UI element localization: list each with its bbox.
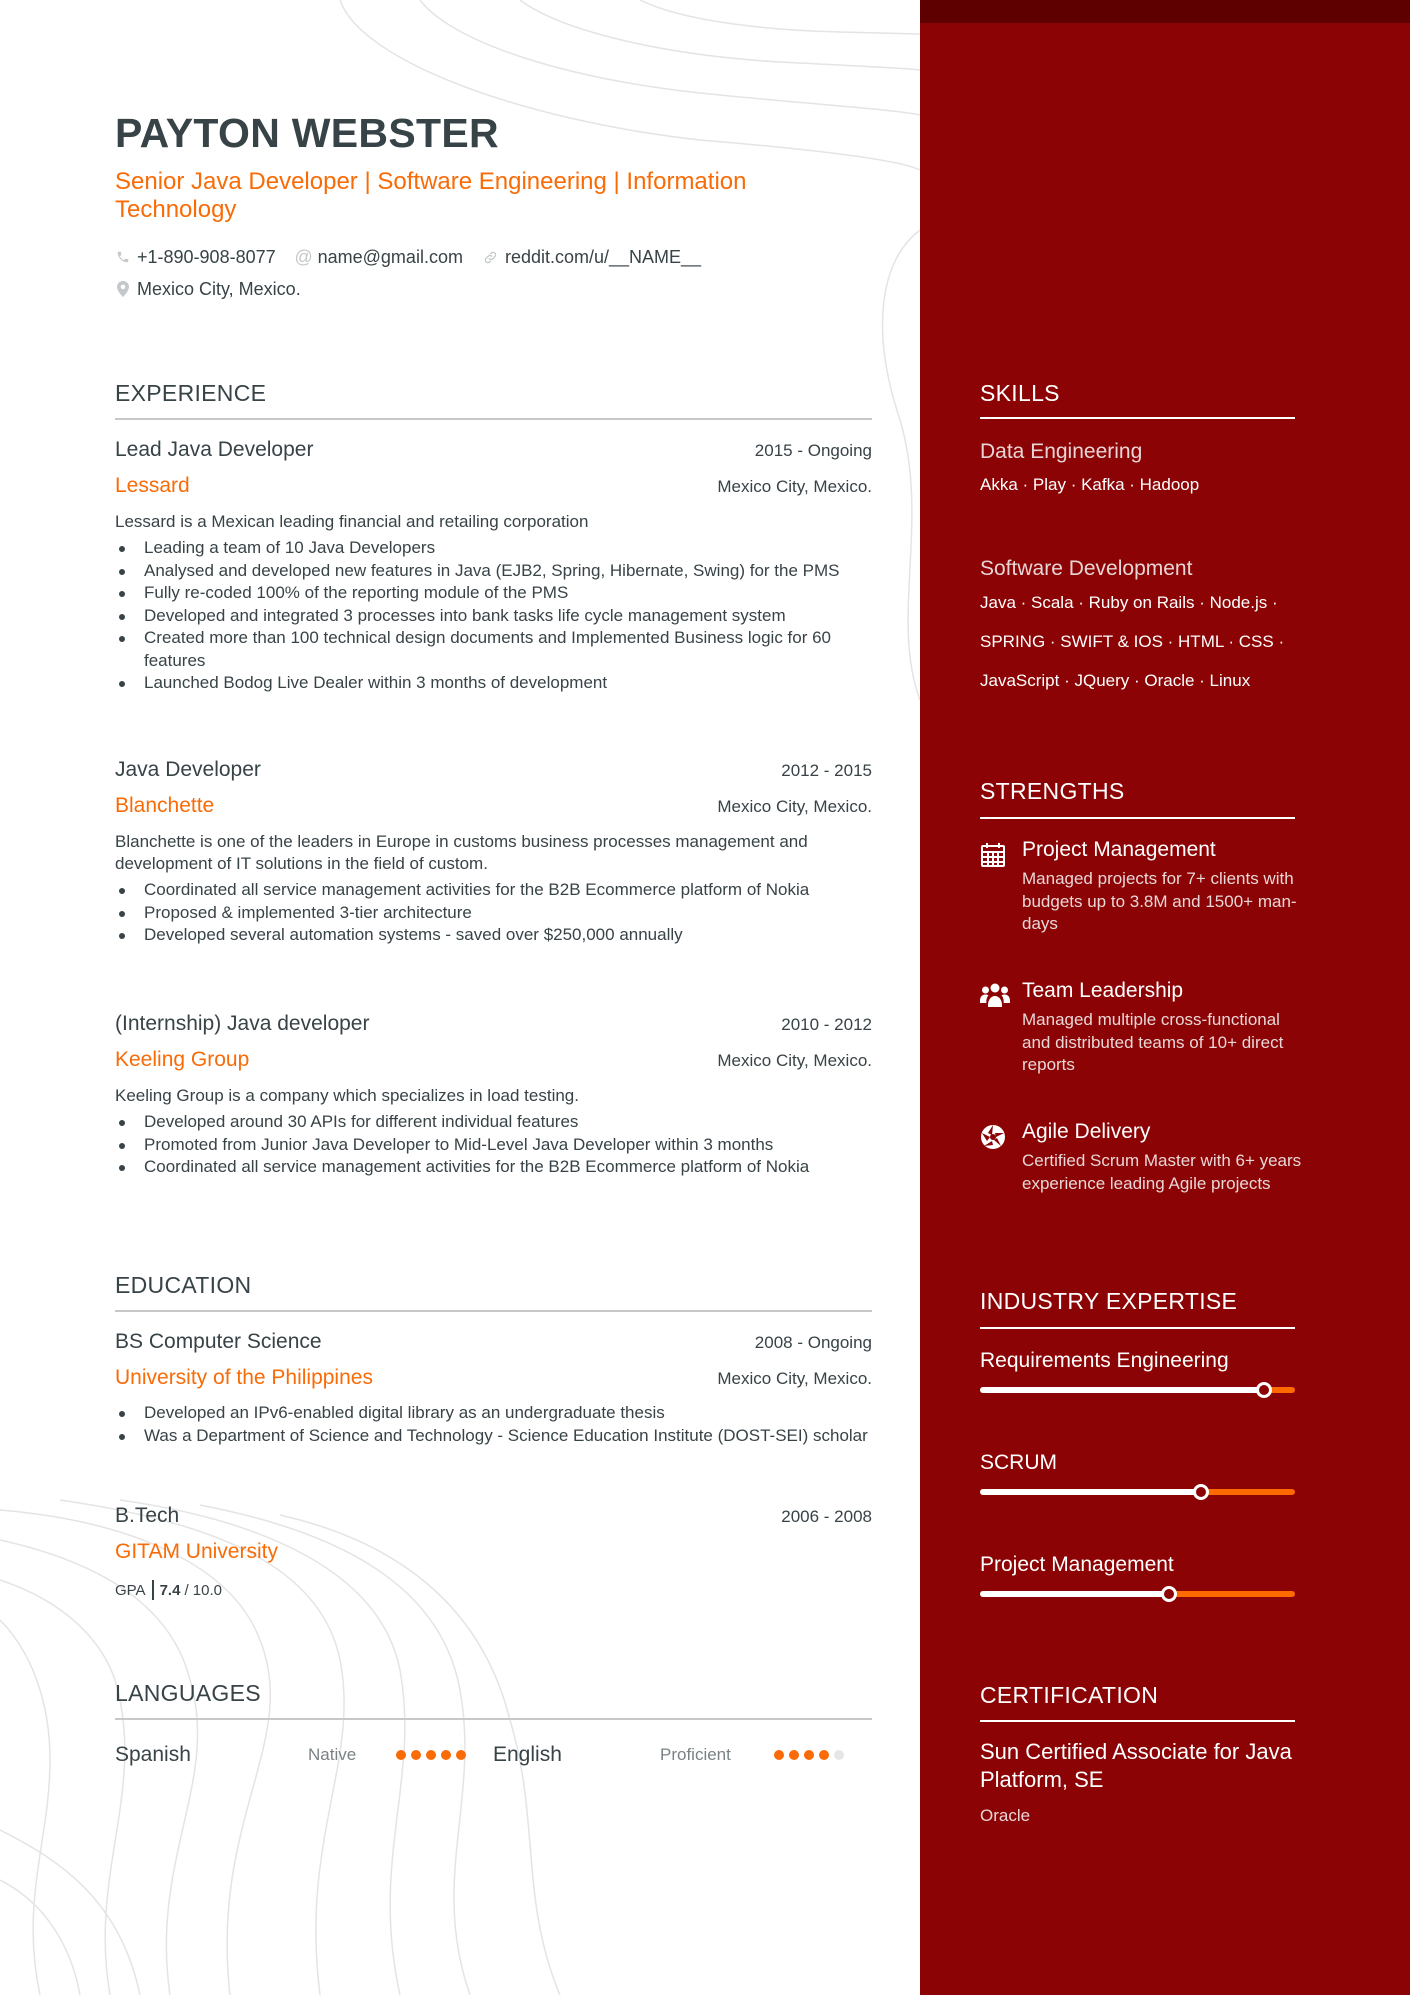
skill-line: Java · Scala · Ruby on Rails · Node.js · xyxy=(980,593,1278,612)
strength-item xyxy=(980,979,1310,1077)
phone-icon xyxy=(115,249,131,265)
industry-expertise-divider xyxy=(980,1327,1295,1329)
slider-fill xyxy=(980,1489,1201,1495)
skills-divider xyxy=(980,417,1295,419)
expertise-item xyxy=(980,1451,1295,1495)
company-name: Lessard xyxy=(115,474,190,497)
degree-name: B.Tech xyxy=(115,1504,180,1527)
achievement-item: Developed and integrated 3 processes into bank tasks life cycle management system xyxy=(115,605,872,628)
achievement-item: Leading a team of 10 Java Developers xyxy=(115,537,872,560)
rating-dot-filled xyxy=(411,1750,421,1760)
experience-entry xyxy=(115,438,872,695)
strength-description: Managed projects for 7+ clients with budgets up to 3.8M and 1500+ man-days xyxy=(1022,869,1297,933)
languages-divider xyxy=(115,1718,872,1720)
industry-expertise-title: INDUSTRY EXPERTISE xyxy=(980,1288,1238,1314)
rating-dot-empty xyxy=(834,1750,844,1760)
slider-fill xyxy=(980,1591,1169,1597)
skill-line: JavaScript · JQuery · Oracle · Linux xyxy=(980,671,1251,690)
certification-issuer: Oracle xyxy=(980,1806,1031,1825)
skill-group-software-development xyxy=(980,557,1310,700)
achievement-item: Developed around 30 APIs for different individual features xyxy=(115,1111,872,1134)
contact-location: Mexico City, Mexico. xyxy=(115,279,301,300)
achievement-item: Analysed and developed new features in Java (EJB2, Spring, Hibernate, Swing) for the PMS xyxy=(115,560,872,583)
education-achievements xyxy=(115,1402,872,1447)
gpa: GPA 7.4 / 10.0 xyxy=(115,1581,222,1599)
skill-items xyxy=(980,583,1310,700)
contact-info xyxy=(115,244,895,308)
strength-title: Project Management xyxy=(1022,838,1216,861)
experience-entry xyxy=(115,1012,872,1179)
rating-dot-filled xyxy=(426,1750,436,1760)
job-title: Java Developer xyxy=(115,758,261,781)
slider-knob xyxy=(1193,1484,1209,1500)
job-location: Mexico City, Mexico. xyxy=(717,1051,872,1070)
strength-item xyxy=(980,1120,1310,1195)
expertise-slider xyxy=(980,1387,1295,1393)
achievement-item: Fully re-coded 100% of the reporting module of the PMS xyxy=(115,582,872,605)
achievement-item: Proposed & implemented 3-tier architecture xyxy=(115,902,872,925)
company-name: Blanchette xyxy=(115,794,215,817)
slider-knob xyxy=(1161,1586,1177,1602)
users-icon xyxy=(980,979,1010,1077)
languages-list xyxy=(115,1740,872,1770)
degree-name: BS Computer Science xyxy=(115,1330,322,1353)
gpa-max: / 10.0 xyxy=(184,1581,222,1599)
expertise-label: SCRUM xyxy=(980,1451,1057,1474)
rating-dot-filled xyxy=(396,1750,406,1760)
job-title: Lead Java Developer xyxy=(115,438,314,461)
achievement-item: Coordinated all service management activities for the B2B Ecommerce platform of Nokia xyxy=(115,879,872,902)
calendar-icon xyxy=(980,838,1010,936)
strength-title: Agile Delivery xyxy=(1022,1120,1151,1143)
skill-items: Akka · Play · Kafka · Hadoop xyxy=(980,475,1200,494)
company-description: Lessard is a Mexican leading financial and retailing corporation xyxy=(115,512,589,531)
expertise-item xyxy=(980,1553,1295,1597)
at-icon: @ xyxy=(294,246,313,267)
aperture-icon xyxy=(980,1120,1010,1195)
school-location: Mexico City, Mexico. xyxy=(717,1369,872,1388)
education-entry xyxy=(115,1504,872,1600)
contact-phone[interactable]: +1-890-908-8077 xyxy=(115,247,276,268)
education-title: EDUCATION xyxy=(115,1272,252,1298)
achievement-item: Launched Bodog Live Dealer within 3 months of development xyxy=(115,672,872,695)
certification-title: CERTIFICATION xyxy=(980,1682,1159,1708)
expertise-item xyxy=(980,1349,1295,1393)
school-name: GITAM University xyxy=(115,1540,278,1563)
rating-dot-filled xyxy=(456,1750,466,1760)
skill-group-data-engineering xyxy=(980,440,1310,496)
experience-divider xyxy=(115,418,872,420)
achievement-item: Developed several automation systems - saved over $250,000 annually xyxy=(115,924,872,947)
language-rating xyxy=(774,1750,844,1760)
slider-fill xyxy=(980,1387,1264,1393)
certification-name: Sun Certified Associate for Java Platform, SE xyxy=(980,1739,1292,1792)
achievement-item: Developed an IPv6-enabled digital library as an undergraduate thesis xyxy=(115,1402,872,1425)
contact-email[interactable]: @ name@gmail.com xyxy=(294,246,463,267)
certification-item xyxy=(980,1738,1300,1826)
expertise-slider xyxy=(980,1591,1295,1597)
skills-title: SKILLS xyxy=(980,380,1060,406)
contact-link[interactable]: reddit.com/u/__NAME__ xyxy=(483,247,701,268)
strength-title: Team Leadership xyxy=(1022,979,1184,1002)
job-title: (Internship) Java developer xyxy=(115,1012,370,1035)
rating-dot-filled xyxy=(819,1750,829,1760)
experience-title: EXPERIENCE xyxy=(115,380,267,406)
skill-line: SPRING · SWIFT & IOS · HTML · CSS · xyxy=(980,632,1285,651)
language-name: Spanish xyxy=(115,1743,191,1766)
gpa-separator xyxy=(152,1580,154,1600)
slider-knob xyxy=(1256,1382,1272,1398)
job-date: 2015 - Ongoing xyxy=(754,441,872,460)
candidate-headline: Senior Java Developer | Software Engineering | Information Technology xyxy=(115,168,747,223)
achievements-list xyxy=(115,1111,872,1179)
language-name: English xyxy=(493,1743,562,1766)
expertise-slider xyxy=(980,1489,1295,1495)
language-rating xyxy=(396,1750,466,1760)
candidate-name: PAYTON WEBSTER xyxy=(115,110,499,156)
experience-entry xyxy=(115,758,872,947)
achievement-item: Was a Department of Science and Technology - Science Education Institute (DOST-SEI) scholar xyxy=(115,1425,872,1448)
company-name: Keeling Group xyxy=(115,1048,250,1071)
gpa-value: 7.4 xyxy=(159,1581,181,1599)
achievements-list xyxy=(115,537,872,695)
rating-dot-filled xyxy=(441,1750,451,1760)
sidebar-top-band xyxy=(920,0,1410,23)
languages-title: LANGUAGES xyxy=(115,1680,261,1706)
language-level: Native xyxy=(308,1745,357,1764)
strength-description: Certified Scrum Master with 6+ years experience leading Agile projects xyxy=(1022,1151,1302,1193)
strengths-title: STRENGTHS xyxy=(980,778,1125,804)
strength-description: Managed multiple cross-functional and distributed teams of 10+ direct reports xyxy=(1022,1010,1284,1074)
company-description: Blanchette is one of the leaders in Europe in customs business processes management and development of IT solutions in the field of custom. xyxy=(115,832,808,873)
education-entry xyxy=(115,1330,872,1447)
language-item xyxy=(115,1743,493,1767)
job-location: Mexico City, Mexico. xyxy=(717,477,872,496)
location-pin-icon xyxy=(115,281,131,297)
strength-item xyxy=(980,838,1310,936)
skill-group-title: Data Engineering xyxy=(980,440,1143,463)
achievement-item: Promoted from Junior Java Developer to Mid-Level Java Developer within 3 months xyxy=(115,1134,872,1157)
language-item xyxy=(493,1743,871,1767)
sidebar xyxy=(920,0,1410,1995)
rating-dot-filled xyxy=(804,1750,814,1760)
rating-dot-filled xyxy=(789,1750,799,1760)
company-description: Keeling Group is a company which specializes in load testing. xyxy=(115,1086,579,1105)
job-location: Mexico City, Mexico. xyxy=(717,797,872,816)
achievement-item: Coordinated all service management activities for the B2B Ecommerce platform of Nokia xyxy=(115,1156,872,1179)
strengths-divider xyxy=(980,817,1295,819)
link-icon xyxy=(483,249,499,265)
education-divider xyxy=(115,1310,872,1312)
education-date: 2006 - 2008 xyxy=(781,1507,872,1526)
achievement-item: Created more than 100 technical design documents and Implemented Business logic for 60 features xyxy=(115,627,872,672)
certification-divider xyxy=(980,1720,1295,1722)
expertise-label: Project Management xyxy=(980,1553,1174,1576)
achievements-list xyxy=(115,879,872,947)
job-date: 2010 - 2012 xyxy=(781,1015,872,1034)
school-name: University of the Philippines xyxy=(115,1366,373,1389)
skill-group-title: Software Development xyxy=(980,557,1193,580)
language-level: Proficient xyxy=(660,1745,731,1764)
expertise-label: Requirements Engineering xyxy=(980,1349,1229,1372)
job-date: 2012 - 2015 xyxy=(781,761,872,780)
rating-dot-filled xyxy=(774,1750,784,1760)
education-date: 2008 - Ongoing xyxy=(754,1333,872,1352)
